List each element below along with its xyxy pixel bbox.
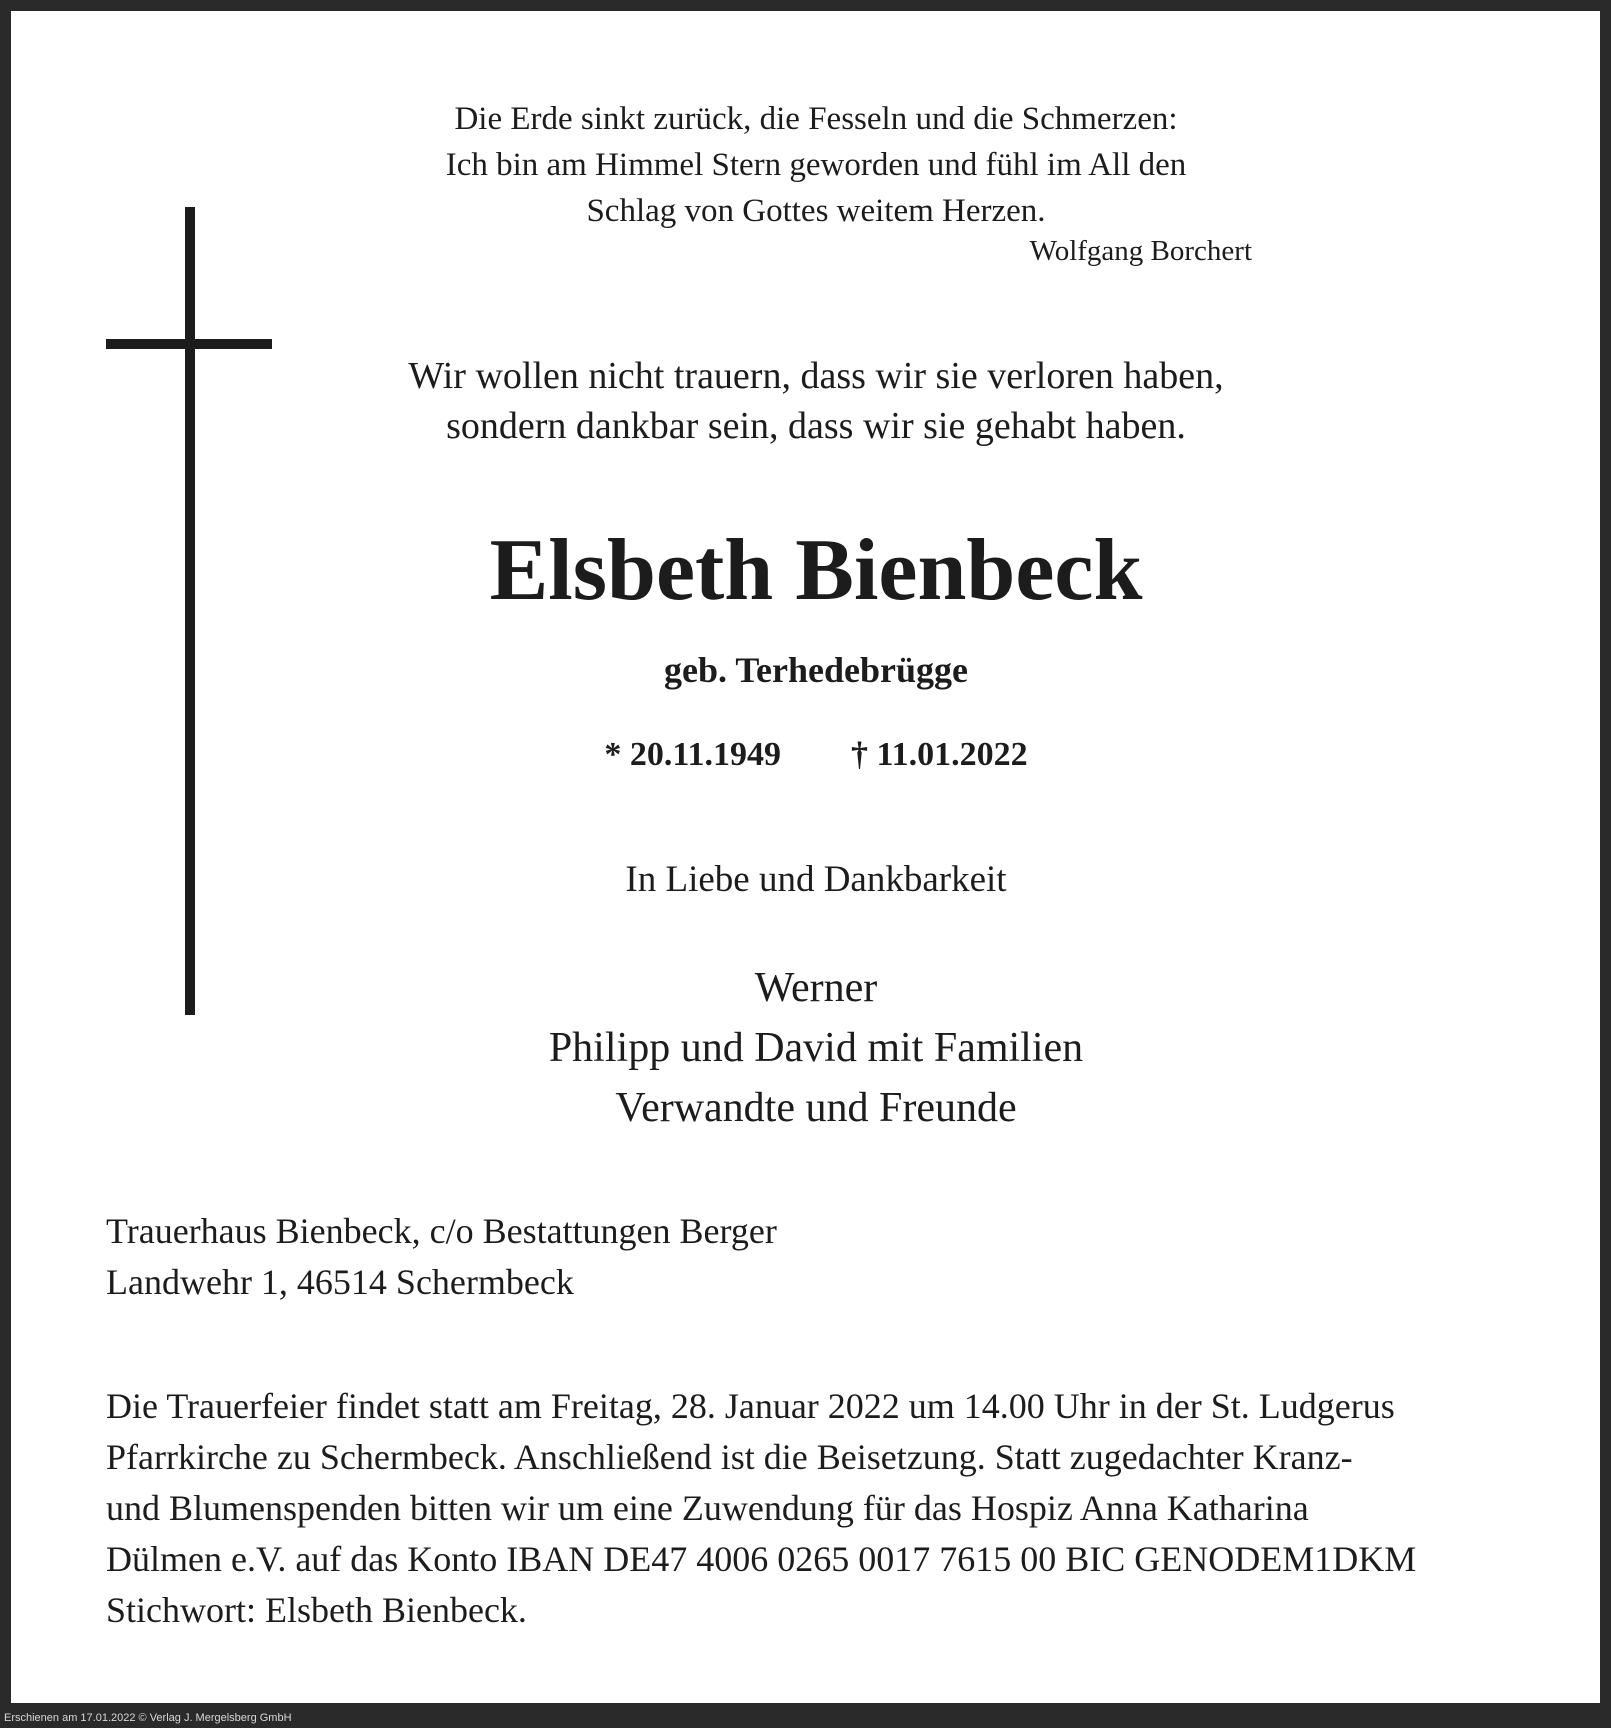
mourners	[311, 958, 1321, 1138]
cross-icon-bar	[106, 339, 272, 349]
service-line: Pfarrkirche zu Schermbeck. Anschließend ist die Beisetzung. Statt zugedachter Kranz-	[106, 1437, 1353, 1477]
love-line: In Liebe und Dankbarkeit	[625, 859, 1007, 900]
poem	[311, 96, 1321, 234]
deceased-name: Elsbeth Bienbeck	[489, 522, 1143, 619]
birth-name: geb. Terhedebrügge	[663, 650, 968, 690]
address-line: Landwehr 1, 46514 Schermbeck	[106, 1262, 574, 1302]
service-line: Dülmen e.V. auf das Konto IBAN DE47 4006 0265 0017 7615 00 BIC GENODEM1DKM	[106, 1539, 1417, 1579]
quote-line: Wir wollen nicht trauern, dass wir sie verloren haben,	[408, 355, 1224, 397]
quote-line: sondern dankbar sein, dass wir sie gehabt haben.	[446, 405, 1186, 447]
mourning-address	[106, 1206, 777, 1308]
address-line: Trauerhaus Bienbeck, c/o Bestattungen Berger	[106, 1211, 777, 1251]
cross-icon	[185, 207, 195, 1015]
life-dates	[311, 733, 1321, 777]
death-date: † 11.01.2022	[851, 736, 1028, 773]
service-details	[106, 1381, 1516, 1636]
service-line: Stichwort: Elsbeth Bienbeck.	[106, 1590, 527, 1630]
mourner-line: Verwandte und Freunde	[615, 1085, 1017, 1131]
birth-date: * 20.11.1949	[604, 736, 781, 773]
quote	[311, 351, 1321, 451]
poem-line: Schlag von Gottes weitem Herzen.	[586, 193, 1046, 229]
poem-line: Die Erde sinkt zurück, die Fesseln und die Schmerzen:	[454, 101, 1178, 137]
poem-author: Wolfgang Borchert	[1029, 235, 1252, 267]
obituary-notice	[11, 11, 1600, 1703]
mourner-line: Philipp und David mit Familien	[548, 1025, 1084, 1071]
service-line: Die Trauerfeier findet statt am Freitag, 28. Januar 2022 um 14.00 Uhr in der St. Ludgerus	[106, 1386, 1395, 1426]
publication-note: Erschienen am 17.01.2022 © Verlag J. Mergelsberg GmbH	[4, 1712, 292, 1724]
mourner-line: Werner	[754, 965, 878, 1011]
service-line: und Blumenspenden bitten wir um eine Zuwendung für das Hospiz Anna Katharina	[106, 1488, 1309, 1528]
poem-line: Ich bin am Himmel Stern geworden und fühl im All den	[445, 147, 1187, 183]
